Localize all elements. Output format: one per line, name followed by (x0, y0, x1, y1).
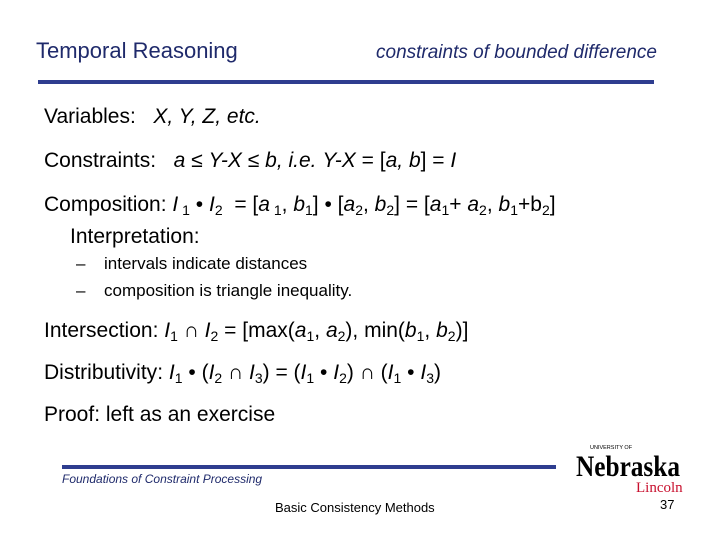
university-logo (574, 440, 682, 496)
slide-number: 37 (660, 497, 675, 512)
proof-label: Proof (44, 403, 95, 426)
constraints-line: Constraints: a ≤ Y-X ≤ b, i.e. Y-X = [a, b] = I (44, 149, 457, 172)
variables-label: Variables: (44, 105, 136, 128)
logo-lincoln: Lincoln (636, 480, 683, 496)
distributivity-label: Distributivity (44, 361, 158, 384)
footer-rule (62, 465, 556, 469)
intersection-line: Intersection: $I_1$ ∩ $I_2 = [\max(a_1$, $a_2$), $\min(b_1$, $b_2$)] (44, 319, 469, 344)
distributivity-line: Distributivity: $I_1$ • ($I_2$ ∩ $I_3) = (I_1$ • $I_2$) ∩ ($I_1$ • $I_3$) (44, 361, 441, 386)
proof-line: Proof: left as an exercise (44, 403, 276, 426)
title-rule (38, 80, 654, 84)
composition-label: Composition (44, 193, 161, 216)
composition-line: Composition: I $_1$ • $I_2 = [a$ $_1$, $b_1$] • [$a_2$, $b_2] = [a_1+ a_2$, $b_1+b_2$] (44, 193, 556, 218)
variables-line (44, 104, 261, 130)
section-name: Basic Consistency Methods (275, 500, 435, 515)
bullet-dash: – (76, 281, 86, 300)
slide-subtitle: constraints of bounded difference (376, 42, 657, 63)
slide-title: Temporal Reasoning (36, 38, 238, 63)
logo-nebraska: Nebraska (576, 450, 680, 483)
interpretation-label: Interpretation: (70, 225, 200, 248)
bullet-dash: – (76, 254, 86, 273)
intersection-label: Intersection (44, 319, 153, 342)
variables-text: X, Y, Z, etc. (153, 105, 261, 128)
course-name: Foundations of Constraint Processing (62, 472, 263, 486)
logo-university-of: UNIVERSITY OF (590, 445, 633, 451)
interpretation-item: – composition is triangle inequality. (76, 281, 353, 300)
constraints-label: Constraints: (44, 149, 157, 172)
interpretation-item: – intervals indicate distances (76, 254, 308, 273)
